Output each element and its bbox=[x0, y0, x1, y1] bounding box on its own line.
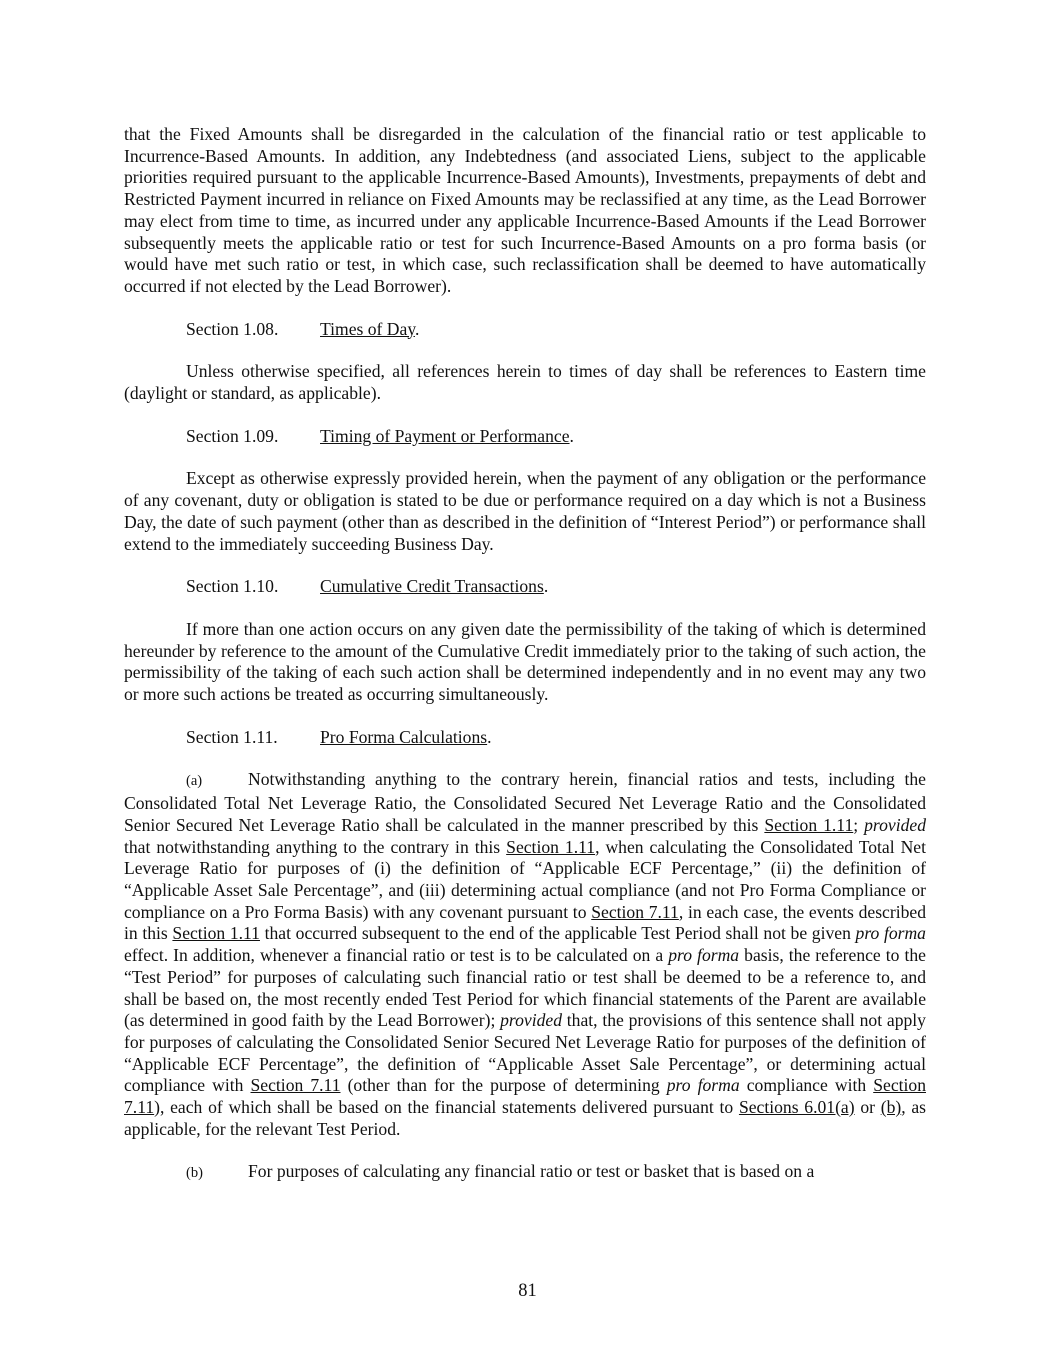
clause-text: ), each of which shall be based on the financial statements delivered pursuant to bbox=[154, 1097, 739, 1118]
section-number: Section 1.09. bbox=[186, 425, 279, 446]
section-title: Timing of Payment or Performance bbox=[320, 425, 570, 446]
clause-text: , in each case, the events described in this bbox=[124, 901, 926, 944]
clause-text: Notwithstanding anything to the contrary herein, financial ratios and tests, including the Consolidated Total Net Leverage Ratio, the Consolidated Secured Net Leverage Ratio and the Consolidated Senior Secured Net Leverage Ratio shall be calculated in the manner prescribed by this bbox=[124, 769, 926, 835]
clause-text: that notwithstanding anything to the contrary in this bbox=[124, 836, 507, 857]
clause-text: that occurred subsequent to the end of the applicable Test Period shall not be given bbox=[259, 923, 856, 944]
section-1-09-body: Except as otherwise expressly provided herein, when the payment of any obligation or the performance of any covenant, duty or obligation is stated to be due or performance required on a day which is not a Business Day, the date of such payment (other than as described in the definition of “Interest Period”) or performance shall extend to the immediately succeeding Business Day. bbox=[124, 468, 926, 554]
page-number: 81 bbox=[518, 1281, 537, 1301]
clause-text: compliance with bbox=[739, 1075, 874, 1096]
section-heading-1-10 bbox=[124, 576, 926, 598]
section-title: Cumulative Credit Transactions bbox=[320, 576, 544, 597]
clause-text: (other than for the purpose of determining bbox=[340, 1075, 667, 1096]
emphasis: pro forma bbox=[855, 923, 926, 944]
emphasis: provided bbox=[500, 1010, 563, 1031]
section-heading-1-11 bbox=[124, 727, 926, 749]
heading-period: . bbox=[414, 318, 420, 339]
section-title: Times of Day bbox=[320, 318, 415, 339]
page-body bbox=[124, 124, 926, 1185]
cross-reference: Section 7.11 bbox=[124, 1075, 926, 1118]
heading-period: . bbox=[543, 576, 549, 597]
clause-text: , when calculating the Consolidated Total Net Leverage Ratio for purposes of (i) the definition of “Applicable ECF Percentage,” (ii) the definition of “Applicable Asset Sale Percentage”, and (iii) determining actual compliance (and not Pro Forma Compliance or compliance on a Pro Forma Basis) with any covenant pursuant to bbox=[124, 836, 927, 922]
section-number: Section 1.10. bbox=[186, 576, 279, 597]
clause-text: For purposes of calculating any financial ratio or test or basket that is based on a bbox=[248, 1161, 815, 1182]
section-number: Section 1.08. bbox=[186, 318, 279, 339]
section-heading-1-08 bbox=[124, 319, 926, 341]
clause-text: or bbox=[854, 1097, 881, 1118]
clause-marker: (b) bbox=[186, 1165, 203, 1182]
cross-reference: Section 1.11 bbox=[506, 836, 596, 857]
clause-a bbox=[124, 769, 926, 1140]
clause-text: basis, the reference to the “Test Period” for purposes of calculating such financial ratio or test shall be deemed to be a reference to, and shall be based on, the most recently ended Test Period for which financial statements of the Parent are available (as determined in good faith by the Lead Borrower); bbox=[124, 945, 926, 1031]
clause-text: ; bbox=[853, 814, 865, 835]
continued-paragraph: that the Fixed Amounts shall be disregarded in the calculation of the financial ratio or test applicable to Incurrence-Based Amounts. In addition, any Indebtedness (and associated Liens, subject to the applicable priorities required pursuant to the applicable Incurrence-Based Amounts), Investments, prepayments of debt and Restricted Payment incurred in reliance on Fixed Amounts may be reclassified at any time, as the Lead Borrower may elect from time to time, as incurred under any applicable Incurrence-Based Amounts if the Lead Borrower subsequently meets the applicable ratio or test for such Incurrence-Based Amounts on a pro forma basis (or would have met such ratio or test, in which case, such reclassification shall be deemed to have automatically occurred if not elected by the Lead Borrower). bbox=[124, 124, 926, 296]
emphasis: provided bbox=[864, 814, 926, 835]
section-1-08-body: Unless otherwise specified, all references herein to times of day shall be references to Eastern time (daylight or standard, as applicable). bbox=[124, 361, 926, 404]
cross-reference: Sections 6.01(a) bbox=[738, 1097, 855, 1118]
clause-text: effect. In addition, whenever a financial ratio or test is to be calculated on a bbox=[124, 945, 669, 966]
cross-reference: Section 1.11 bbox=[172, 923, 260, 944]
cross-reference: (b) bbox=[880, 1097, 902, 1118]
section-number: Section 1.11. bbox=[186, 726, 278, 747]
section-heading-1-09 bbox=[124, 426, 926, 448]
cross-reference: Section 7.11 bbox=[250, 1075, 341, 1096]
section-1-10-body: If more than one action occurs on any given date the permissibility of the taking of which is determined hereunder by reference to the amount of the Cumulative Credit immediately prior to the taking of such action, the permissibility of the taking of each such action shall be determined independently and in no event may any two or more such actions be treated as occurring simultaneously. bbox=[124, 618, 926, 705]
heading-period: . bbox=[487, 726, 492, 747]
clause-text: that, the provisions of this sentence shall not apply for purposes of calculating the Consolidated Senior Secured Net Leverage Ratio for purposes of the definition of “Applicable ECF Percentage”, the definition of “Applicable Asset Sale Percentage”, or determining actual compliance with bbox=[124, 1010, 926, 1096]
cross-reference: Section 1.11 bbox=[764, 814, 854, 835]
heading-period: . bbox=[569, 425, 574, 446]
clause-text: , as applicable, for the relevant Test Period. bbox=[124, 1097, 927, 1139]
section-title: Pro Forma Calculations bbox=[320, 726, 488, 747]
clause-marker: (a) bbox=[186, 773, 203, 790]
emphasis: pro forma bbox=[666, 1075, 740, 1096]
emphasis: pro forma bbox=[668, 945, 740, 966]
cross-reference: Section 7.11 bbox=[591, 901, 679, 922]
clause-b bbox=[124, 1161, 926, 1185]
